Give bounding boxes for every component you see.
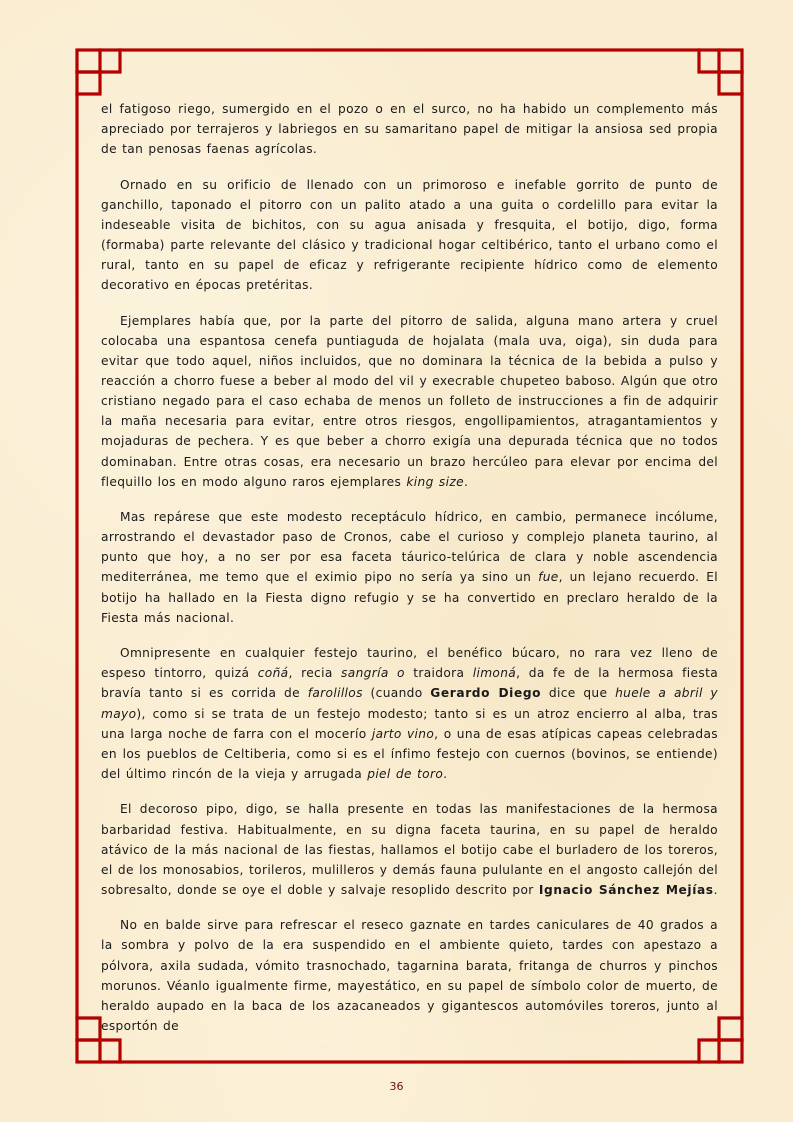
- italic-phrase: coñá: [257, 666, 289, 681]
- text-run: El decoroso pipo, digo, se halla presente en todas las manifestaciones de la hermosa barbaridad festiva. Habitualmente, en su digna faceta taurina, en su papel de heraldo atávico de la más nacional de las fiestas, hallamos el botijo cabe el burladero de los toreros, el de los monosabios, torileros, mulilleros y demás fauna pululante en el angosto callejón del sobresalto, donde se oye el doble y salvaje resoplido descrito por: [101, 802, 718, 897]
- text-run: .: [443, 766, 448, 781]
- italic-phrase: king size: [406, 474, 464, 489]
- text-run: , o una de esas atípicas capeas celebradas en los pueblos de Celtiberia, como si es el ínfimo festejo con cuernos (bovinos, se entiende) del último rincón de la vieja y arrugada: [101, 726, 718, 781]
- text-run: el fatigoso riego, sumergido en el pozo o en el surco, no ha habido un complemento más apreciado por terrajeros y labriegos en su samaritano papel de mitigar la ansiosa sed propia de tan penosas faenas agrícolas.: [101, 102, 718, 157]
- corner-ornament-top-left: [77, 50, 120, 94]
- italic-phrase: jarto vino: [371, 726, 435, 741]
- text-run: .: [463, 474, 469, 489]
- paragraph-p1: [101, 99, 718, 159]
- paragraph-p4: [101, 507, 718, 628]
- text-run: traidora: [404, 666, 473, 681]
- italic-phrase: huele a abril y mayo: [101, 686, 718, 721]
- text-run: , un lejano recuerdo. El botijo ha hallado en la Fiesta digno refugio y se ha convertido en preclaro heraldo de la Fiesta más nacional.: [101, 570, 718, 625]
- paragraph-p6: [101, 799, 718, 899]
- paragraph-p7: [101, 915, 718, 1036]
- italic-phrase: limoná: [472, 666, 517, 681]
- text-run: Ornado en su orificio de llenado con un primoroso e inefable gorrito de punto de ganchillo, taponado el pitorro con un palito atado a una guita o cordelillo para evitar la indeseable visita de bichitos, con su agua anisada y fresquita, el botijo, digo, forma (formaba) parte relevante del clásico y tradicional hogar celtibérico, tanto el urbano como el rural, tanto en su papel de eficaz y refrigerante recipiente hídrico como de elemento decorativo en épocas pretéritas.: [101, 177, 718, 293]
- body-text: [101, 99, 718, 1051]
- text-run: dice que: [541, 686, 616, 701]
- paragraph-p2: [101, 175, 718, 296]
- text-run: No en balde sirve para refrescar el reseco gaznate en tardes caniculares de 40 grados a la sombra y polvo de la era suspendido en el ambiente quieto, tardes con apestazo a pólvora, axila sudada, vómito trasnochado, tagarnina barata, fritanga de churros y pinchos morunos. Véanlo igualmente firme, mayestático, en su papel de símbolo color de muerto, de heraldo aupado en la baca de los azacaneados y gigantescos automóviles toreros, junto al esportón de: [101, 918, 718, 1033]
- author-name: Ignacio Sánchez Mejías: [538, 882, 714, 897]
- text-run: (cuando: [362, 686, 431, 701]
- italic-phrase: piel de toro: [367, 766, 444, 781]
- corner-ornament-top-right: [699, 50, 742, 94]
- author-name: Gerardo Diego: [430, 686, 542, 701]
- paragraph-p5: [101, 643, 718, 784]
- paragraph-p3: [101, 311, 718, 492]
- text-run: Omnipresente en cualquier festejo taurino, el benéfico búcaro, no rara vez lleno de espeso tintorro, quizá: [101, 646, 718, 681]
- text-run: Ejemplares había que, por la parte del pitorro de salida, alguna mano artera y cruel colocaba una espantosa cenefa puntiaguda de hojalata (mala uva, oiga), sin duda para evitar que todo aquel, niños incluidos, que no dominara la técnica de la bebida a pulso y reacción a chorro fuese a beber al modo del vil y execrable chupeteo baboso. Algún que otro cristiano negado para el caso echaba de menos un folleto de instrucciones a fin de adquirir la maña necesaria para evitar, entre otros riesgos, engollipamientos, atragantamientos y mojaduras de pechera. Y es que beber a chorro exigía una depurada técnica que no todos dominaban. Entre otras cosas, era necesario un brazo hercúleo para elevar por encima del flequillo los en modo alguno raros ejemplares: [101, 313, 718, 489]
- text-run: Mas repárese que este modesto receptáculo hídrico, en cambio, permanece incólume, arrostrando el devastador paso de Cronos, cabe el curioso y complejo planeta taurino, al punto que hoy, a no ser por esa faceta táurico-telúrica de clara y noble ascendencia mediterránea, me temo que el eximio pipo no sería ya sino un: [101, 510, 718, 585]
- italic-phrase: sangría o: [341, 666, 405, 681]
- text-run: ), como si se trata de un festejo modesto; tanto si es un atroz encierro al alba, tras una larga noche de farra con el mocerío: [101, 706, 718, 741]
- page-number: 36: [389, 1080, 404, 1093]
- italic-phrase: farolillos: [307, 686, 363, 701]
- text-run: , recia: [288, 666, 342, 681]
- italic-phrase: fue: [538, 570, 559, 585]
- text-run: .: [713, 882, 718, 897]
- text-run: , da fe de la hermosa fiesta bravía tanto si es corrida de: [101, 666, 719, 701]
